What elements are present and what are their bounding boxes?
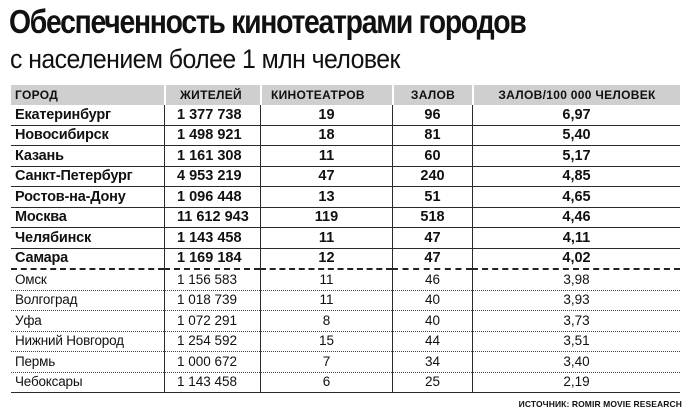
ratio-cell: 3,98: [472, 270, 680, 291]
cinema-table: [11, 85, 680, 393]
cinemas-cell: 15: [260, 332, 392, 353]
table-row: [11, 373, 680, 394]
table-row: [11, 249, 680, 271]
halls-cell: 240: [392, 167, 472, 188]
table-row: [11, 332, 680, 353]
halls-cell: 40: [392, 291, 472, 312]
cinemas-cell: 18: [260, 126, 392, 147]
city-cell: Уфа: [11, 311, 164, 332]
population-cell: 1 254 592: [164, 332, 260, 353]
page-title: Обеспеченность кинотеатрами городов: [9, 3, 526, 40]
ratio-cell: 2,19: [472, 373, 680, 394]
ratio-cell: 6,97: [472, 105, 680, 126]
ratio-cell: 5,40: [472, 126, 680, 147]
page-subtitle: с населением более 1 млн человек: [10, 44, 400, 74]
city-cell: Чебоксары: [11, 373, 164, 394]
ratio-cell: 5,17: [472, 146, 680, 167]
population-cell: 1 000 672: [164, 352, 260, 373]
header-ratio: ЗАЛОВ/100 000 ЧЕЛОВЕК: [472, 85, 680, 105]
city-cell: Ростов-на-Дону: [11, 187, 164, 208]
table-row: [11, 208, 680, 229]
halls-cell: 96: [392, 105, 472, 126]
city-cell: Казань: [11, 146, 164, 167]
header-row: [11, 85, 680, 105]
table-row: [11, 187, 680, 208]
ratio-cell: 3,51: [472, 332, 680, 353]
ratio-cell: 4,11: [472, 228, 680, 249]
halls-cell: 60: [392, 146, 472, 167]
city-cell: Новосибирск: [11, 126, 164, 147]
population-cell: 1 161 308: [164, 146, 260, 167]
cinemas-cell: 11: [260, 270, 392, 291]
population-cell: 1 169 184: [164, 249, 260, 271]
ratio-cell: 4,65: [472, 187, 680, 208]
header-halls: ЗАЛОВ: [392, 85, 472, 105]
header-cinemas: КИНОТЕАТРОВ: [260, 85, 392, 105]
city-cell: Санкт-Петербург: [11, 167, 164, 188]
population-cell: 1 096 448: [164, 187, 260, 208]
ratio-cell: 3,93: [472, 291, 680, 312]
table-row: [11, 105, 680, 126]
halls-cell: 46: [392, 270, 472, 291]
ratio-cell: 4,85: [472, 167, 680, 188]
halls-cell: 81: [392, 126, 472, 147]
halls-cell: 47: [392, 249, 472, 271]
population-cell: 11 612 943: [164, 208, 260, 229]
header-city: ГОРОД: [11, 85, 164, 105]
table-row: [11, 352, 680, 373]
population-cell: 1 143 458: [164, 228, 260, 249]
city-cell: Самара: [11, 249, 164, 271]
cinemas-cell: 12: [260, 249, 392, 271]
population-cell: 4 953 219: [164, 167, 260, 188]
cinemas-cell: 8: [260, 311, 392, 332]
ratio-cell: 3,40: [472, 352, 680, 373]
source-note: ИСТОЧНИК: ROMIR MOVIE RESEARCH: [518, 399, 682, 409]
population-cell: 1 143 458: [164, 373, 260, 394]
city-cell: Волгоград: [11, 291, 164, 312]
city-cell: Пермь: [11, 352, 164, 373]
halls-cell: 34: [392, 352, 472, 373]
table-row: [11, 126, 680, 147]
city-cell: Челябинск: [11, 228, 164, 249]
cinemas-cell: 19: [260, 105, 392, 126]
ratio-cell: 3,73: [472, 311, 680, 332]
cinemas-cell: 119: [260, 208, 392, 229]
cinemas-cell: 11: [260, 228, 392, 249]
table-row: [11, 291, 680, 312]
table-row: [11, 270, 680, 291]
table-row: [11, 228, 680, 249]
halls-cell: 44: [392, 332, 472, 353]
table-row: [11, 311, 680, 332]
halls-cell: 25: [392, 373, 472, 394]
population-cell: 1 498 921: [164, 126, 260, 147]
cinemas-cell: 11: [260, 146, 392, 167]
ratio-cell: 4,46: [472, 208, 680, 229]
cinemas-cell: 6: [260, 373, 392, 394]
population-cell: 1 072 291: [164, 311, 260, 332]
city-cell: Екатеринбург: [11, 105, 164, 126]
population-cell: 1 377 738: [164, 105, 260, 126]
cinemas-cell: 11: [260, 291, 392, 312]
city-cell: Омск: [11, 270, 164, 291]
halls-cell: 47: [392, 228, 472, 249]
cinemas-cell: 13: [260, 187, 392, 208]
ratio-cell: 4,02: [472, 249, 680, 271]
population-cell: 1 018 739: [164, 291, 260, 312]
city-cell: Нижний Новгород: [11, 332, 164, 353]
halls-cell: 40: [392, 311, 472, 332]
population-cell: 1 156 583: [164, 270, 260, 291]
city-cell: Москва: [11, 208, 164, 229]
cinemas-cell: 7: [260, 352, 392, 373]
header-population: ЖИТЕЛЕЙ: [164, 85, 260, 105]
table-row: [11, 146, 680, 167]
table-row: [11, 167, 680, 188]
cinemas-cell: 47: [260, 167, 392, 188]
halls-cell: 51: [392, 187, 472, 208]
halls-cell: 518: [392, 208, 472, 229]
